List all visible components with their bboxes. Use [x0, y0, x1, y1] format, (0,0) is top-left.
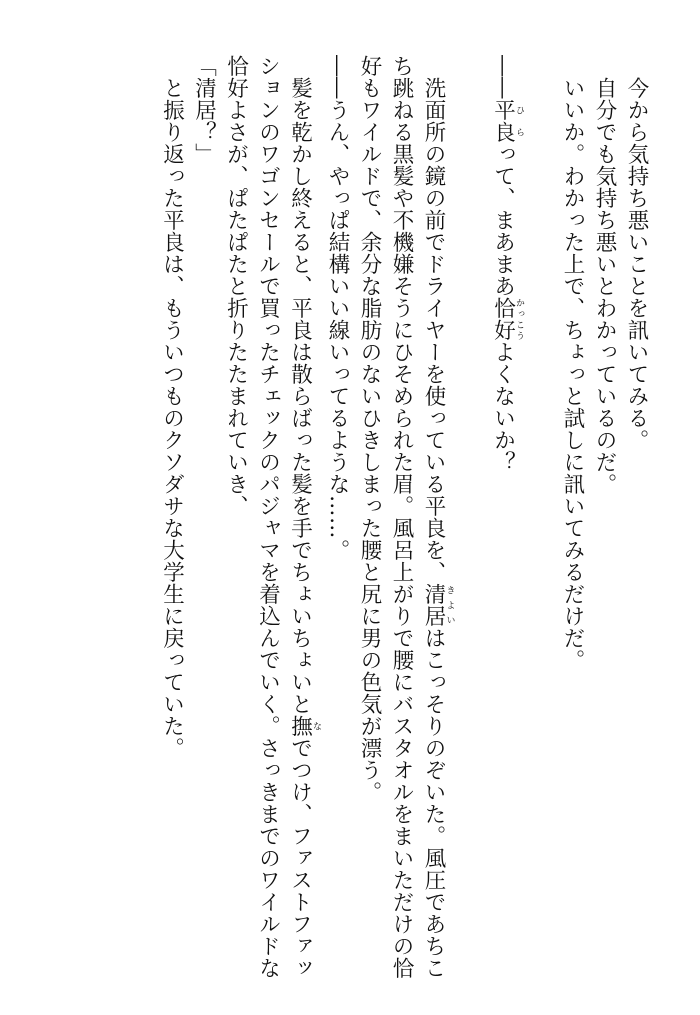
text-line-1: 今から気持ち悪いことを訊いてみる。	[624, 76, 649, 451]
blank-line	[524, 55, 556, 975]
text-segment: よくないか？	[490, 341, 516, 473]
blank-line	[455, 55, 487, 975]
vertical-text-page	[32, 55, 652, 979]
text-line-3: いいか。わかった上で、ちょっと試しに訊いてみるだけだ。	[560, 76, 585, 671]
text-segment: って、まあまあ	[490, 143, 516, 297]
text-line-9	[284, 55, 322, 979]
text-line-5	[417, 55, 455, 979]
ruby-kiyoi: 清居きよい	[421, 582, 455, 627]
text-segment: でつけ、ファストファッ	[287, 736, 313, 979]
text-line-2: 自分でも気持ち悪いとわかっているのだ。	[592, 76, 617, 495]
text-segment: はこっそりのぞいた。風圧であちこ	[421, 626, 446, 979]
dash: ――	[490, 55, 516, 99]
text-line-6: ち跳ねる黒髪や不機嫌そうにひそめられた眉。風呂上がりで腰にバスタオルをまいただけの恰	[389, 55, 414, 979]
text-line-10: ションのワゴンセールで買ったチェックのパジャマを着込んでいく。さっきまでのワイルドな	[255, 55, 281, 979]
text-line-11: 恰好よさが、ぱたぱたと折りたたまれていき、	[223, 55, 249, 517]
text-line-8: ――うん、やっぱ結構いい線いってるような……。	[325, 55, 350, 561]
text-line-4	[487, 55, 525, 975]
ruby-hira: 平良ひら	[490, 99, 524, 143]
text-segment: 髪を乾かし終えると、平良は散らばった髪を手でちょいちょいと	[287, 76, 313, 715]
text-line-7: 好もワイルドで、余分な脂肪のないひきしまった腰と尻に男の色気が漂う。	[357, 55, 382, 803]
ruby-na: 撫な	[287, 714, 321, 737]
text-segment: 洗面所の鏡の前でドライヤーを使っている平良を、	[421, 76, 446, 583]
ruby-kakkou: 恰好かっこう	[490, 297, 524, 341]
text-line-13: と振り返った平良は、もういつものクソダサな大学生に戻っていた。	[159, 76, 185, 759]
text-line-12: 「清居？」	[191, 55, 217, 165]
